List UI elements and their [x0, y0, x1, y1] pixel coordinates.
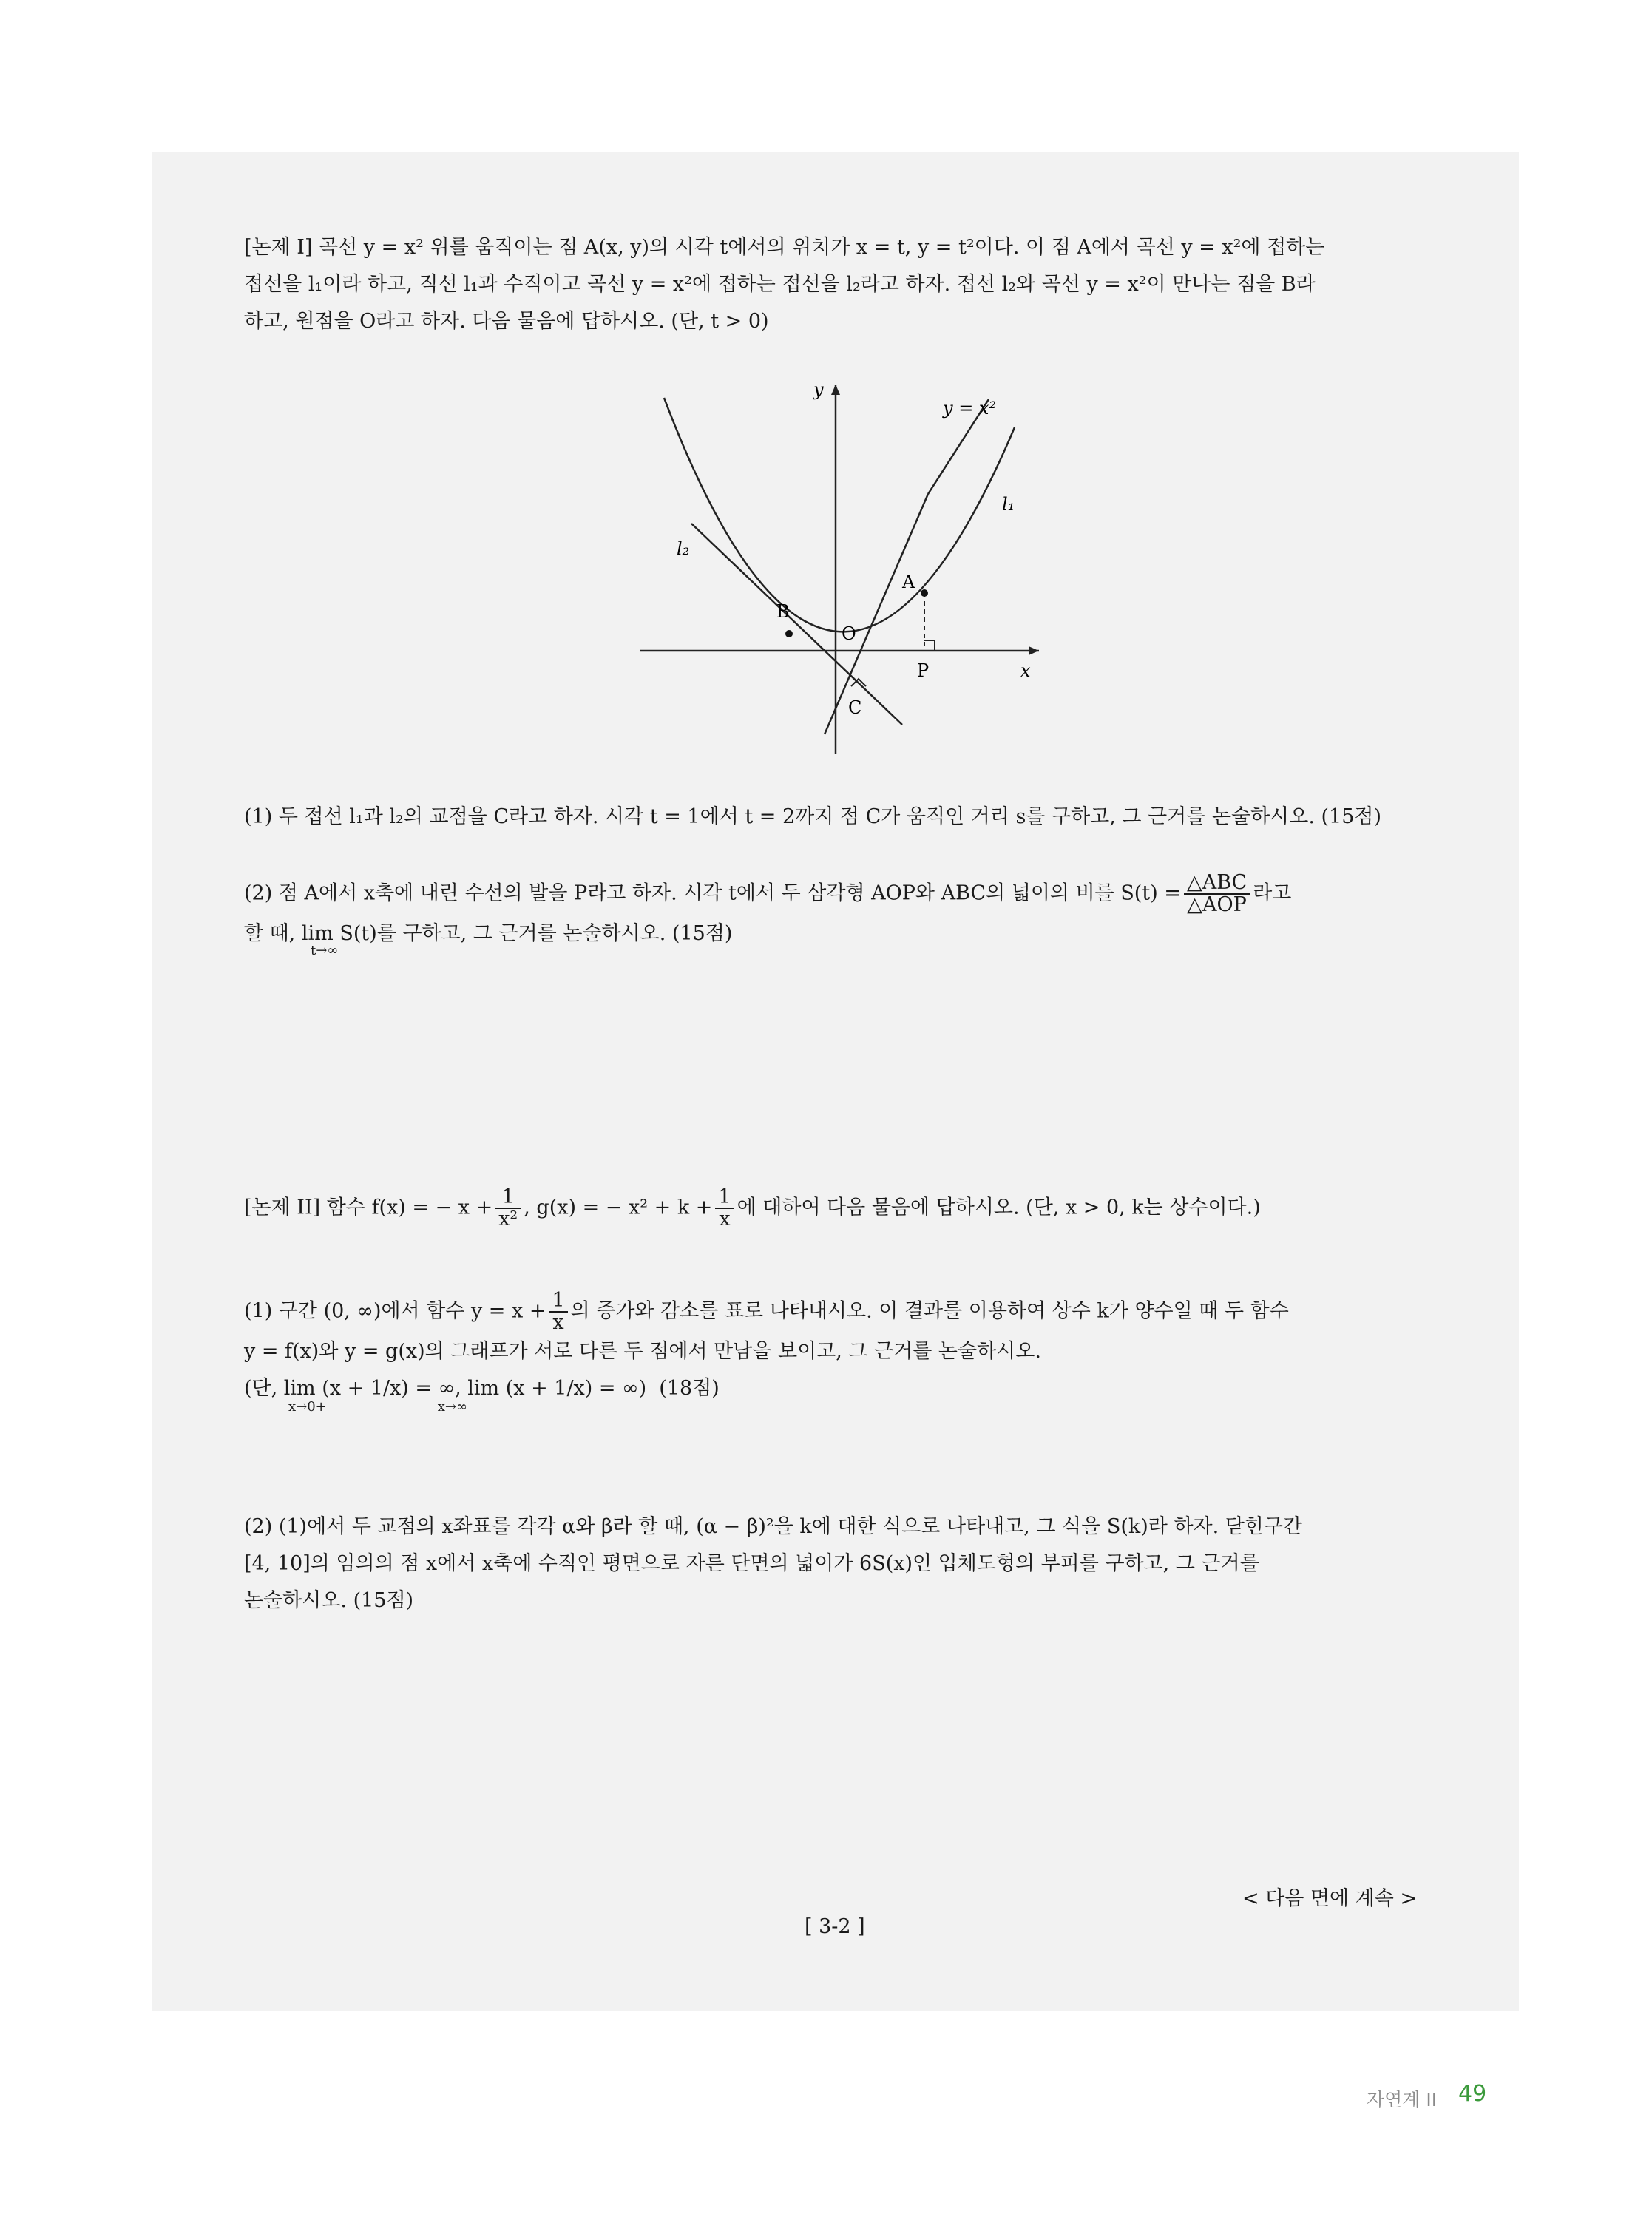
p2-q2-line: [4, 10]의 임의의 점 x에서 x축에 수직인 평면으로 자른 단면의 넓이가 6S(x)인 입체도형의 부피를 구하고, 그 근거를 [244, 1552, 1259, 1575]
q2-frac-den: △AOP [1187, 893, 1247, 916]
problem1-q1-text: (1) 두 접선 l₁과 l₂의 교점을 C라고 하자. 시각 t = 1에서 t = 2까지 점 C가 움직인 거리 s를 구하고, 그 근거를 논술하시오. (15점) [244, 805, 1381, 828]
p2-q1-post: 의 증가와 감소를 표로 나타내시오. 이 결과를 이용하여 상수 k가 양수일 때 두 함수 [570, 1299, 1289, 1323]
q2-line1-post: 라고 [1253, 881, 1292, 905]
p2-q1-frac-num: 1 [549, 1290, 567, 1313]
p2-frac2 [715, 1187, 734, 1230]
l1-label: l₁ [1002, 494, 1015, 515]
p2-q1-pre: (1) 구간 (0, ∞)에서 함수 y = x + [244, 1299, 546, 1323]
point-C-label: C [848, 697, 862, 718]
problem1-q2-line1 [244, 873, 1435, 915]
graph-svg [632, 377, 1046, 762]
p2-q2-line: (2) (1)에서 두 교점의 x좌표를 각각 α와 β라 할 때, (α − β)²을 k에 대한 식으로 나타내고, 그 식을 S(k)라 하자. 닫힌구간 [244, 1515, 1303, 1538]
sheet-page-number: [ 3-2 ] [805, 1915, 865, 1938]
p2-intro-post: 에 대하여 다음 물음에 답하시오. (단, x > 0, k는 상수이다.) [737, 1196, 1261, 1219]
tangent-graph [632, 377, 1046, 762]
curve-label: y = x² [943, 398, 997, 419]
p2-q1-frac-den: x [552, 1311, 564, 1334]
problem2-intro-text [244, 1187, 1435, 1230]
p2-frac1-num: 1 [495, 1187, 521, 1209]
point-B-label: B [776, 601, 790, 622]
problem1-intro-line: 접선을 l₁이라 하고, 직선 l₁과 수직이고 곡선 y = x²에 접하는 접선을 l₂라고 하자. 접선 l₂와 곡선 y = x²이 만나는 점을 B라 [244, 273, 1316, 296]
problem1-q2 [244, 873, 1435, 958]
footer-page-number: 49 [1458, 2081, 1487, 2107]
tangent-line-l1 [825, 494, 928, 734]
tangent-line-l2 [691, 524, 902, 725]
problem1-q2-line2: 할 때, lim S(t)를 구하고, 그 근거를 논술하시오. (15점) [244, 922, 733, 945]
problem1-q1 [244, 799, 1435, 836]
y-axis-arrow [831, 385, 840, 395]
p2-frac1 [495, 1187, 521, 1230]
point-P-label: P [917, 660, 930, 681]
p2-q1-sub2: x→∞ [437, 1399, 468, 1415]
x-axis-label: x [1020, 660, 1031, 681]
l2-label: l₂ [677, 538, 690, 559]
x-axis-arrow [1029, 646, 1039, 655]
footer-section-label: 자연계 II [1367, 2089, 1438, 2110]
p2-q1-line3: (단, lim (x + 1/x) = ∞, lim (x + 1/x) = ∞) (18점) [244, 1377, 720, 1400]
y-axis-label: y [813, 379, 824, 400]
problem1-intro [244, 229, 1435, 340]
parabola-curve [664, 398, 1015, 632]
p2-q1-lim-subs [244, 1400, 1435, 1415]
problem2-intro [244, 1187, 1435, 1230]
point-A-dot [921, 589, 928, 597]
p2-frac2-den: x [719, 1208, 731, 1230]
q2-frac-num: △ABC [1184, 873, 1250, 895]
problem1-intro-line: 하고, 원점을 O라고 하자. 다음 물음에 답하시오. (단, t > 0) [244, 310, 769, 333]
p2-frac2-num: 1 [715, 1187, 734, 1209]
p2-q1-line2: y = f(x)와 y = g(x)의 그래프가 서로 다른 두 점에서 만남을 보이고, 그 근거를 논술하시오. [244, 1340, 1041, 1363]
q2-fraction [1184, 873, 1250, 915]
p2-q2-line: 논술하시오. (15점) [244, 1589, 414, 1612]
p2-q1-frac [549, 1290, 567, 1333]
right-angle-P [924, 640, 935, 651]
p2-frac1-den: x² [498, 1208, 518, 1230]
point-O-label: O [842, 623, 856, 644]
p2-q1-line1 [244, 1290, 1435, 1333]
problem2-q2 [244, 1509, 1435, 1619]
problem1-intro-line: [논제 I] 곡선 y = x² 위를 움직이는 점 A(x, y)의 시각 t에서의 위치가 x = t, y = t²이다. 이 점 A에서 곡선 y = x²에 접하는 [244, 236, 1325, 259]
problem1-q2-lim-sub: t→∞ [311, 943, 339, 958]
point-A-label: A [902, 572, 915, 592]
problem2-q1 [244, 1290, 1435, 1415]
point-B-dot [785, 630, 793, 637]
q2-line1-pre: (2) 점 A에서 x축에 내린 수선의 발을 P라고 하자. 시각 t에서 두 삼각형 AOP와 ABC의 넓이의 비를 S(t) = [244, 881, 1181, 905]
p2-q1-sub1: x→0+ [288, 1399, 327, 1415]
continue-note: < 다음 면에 계속 > [1242, 1887, 1418, 1910]
p2-intro-pre: [논제 II] 함수 f(x) = − x + [244, 1196, 493, 1219]
p2-intro-mid: , g(x) = − x² + k + [524, 1196, 713, 1219]
